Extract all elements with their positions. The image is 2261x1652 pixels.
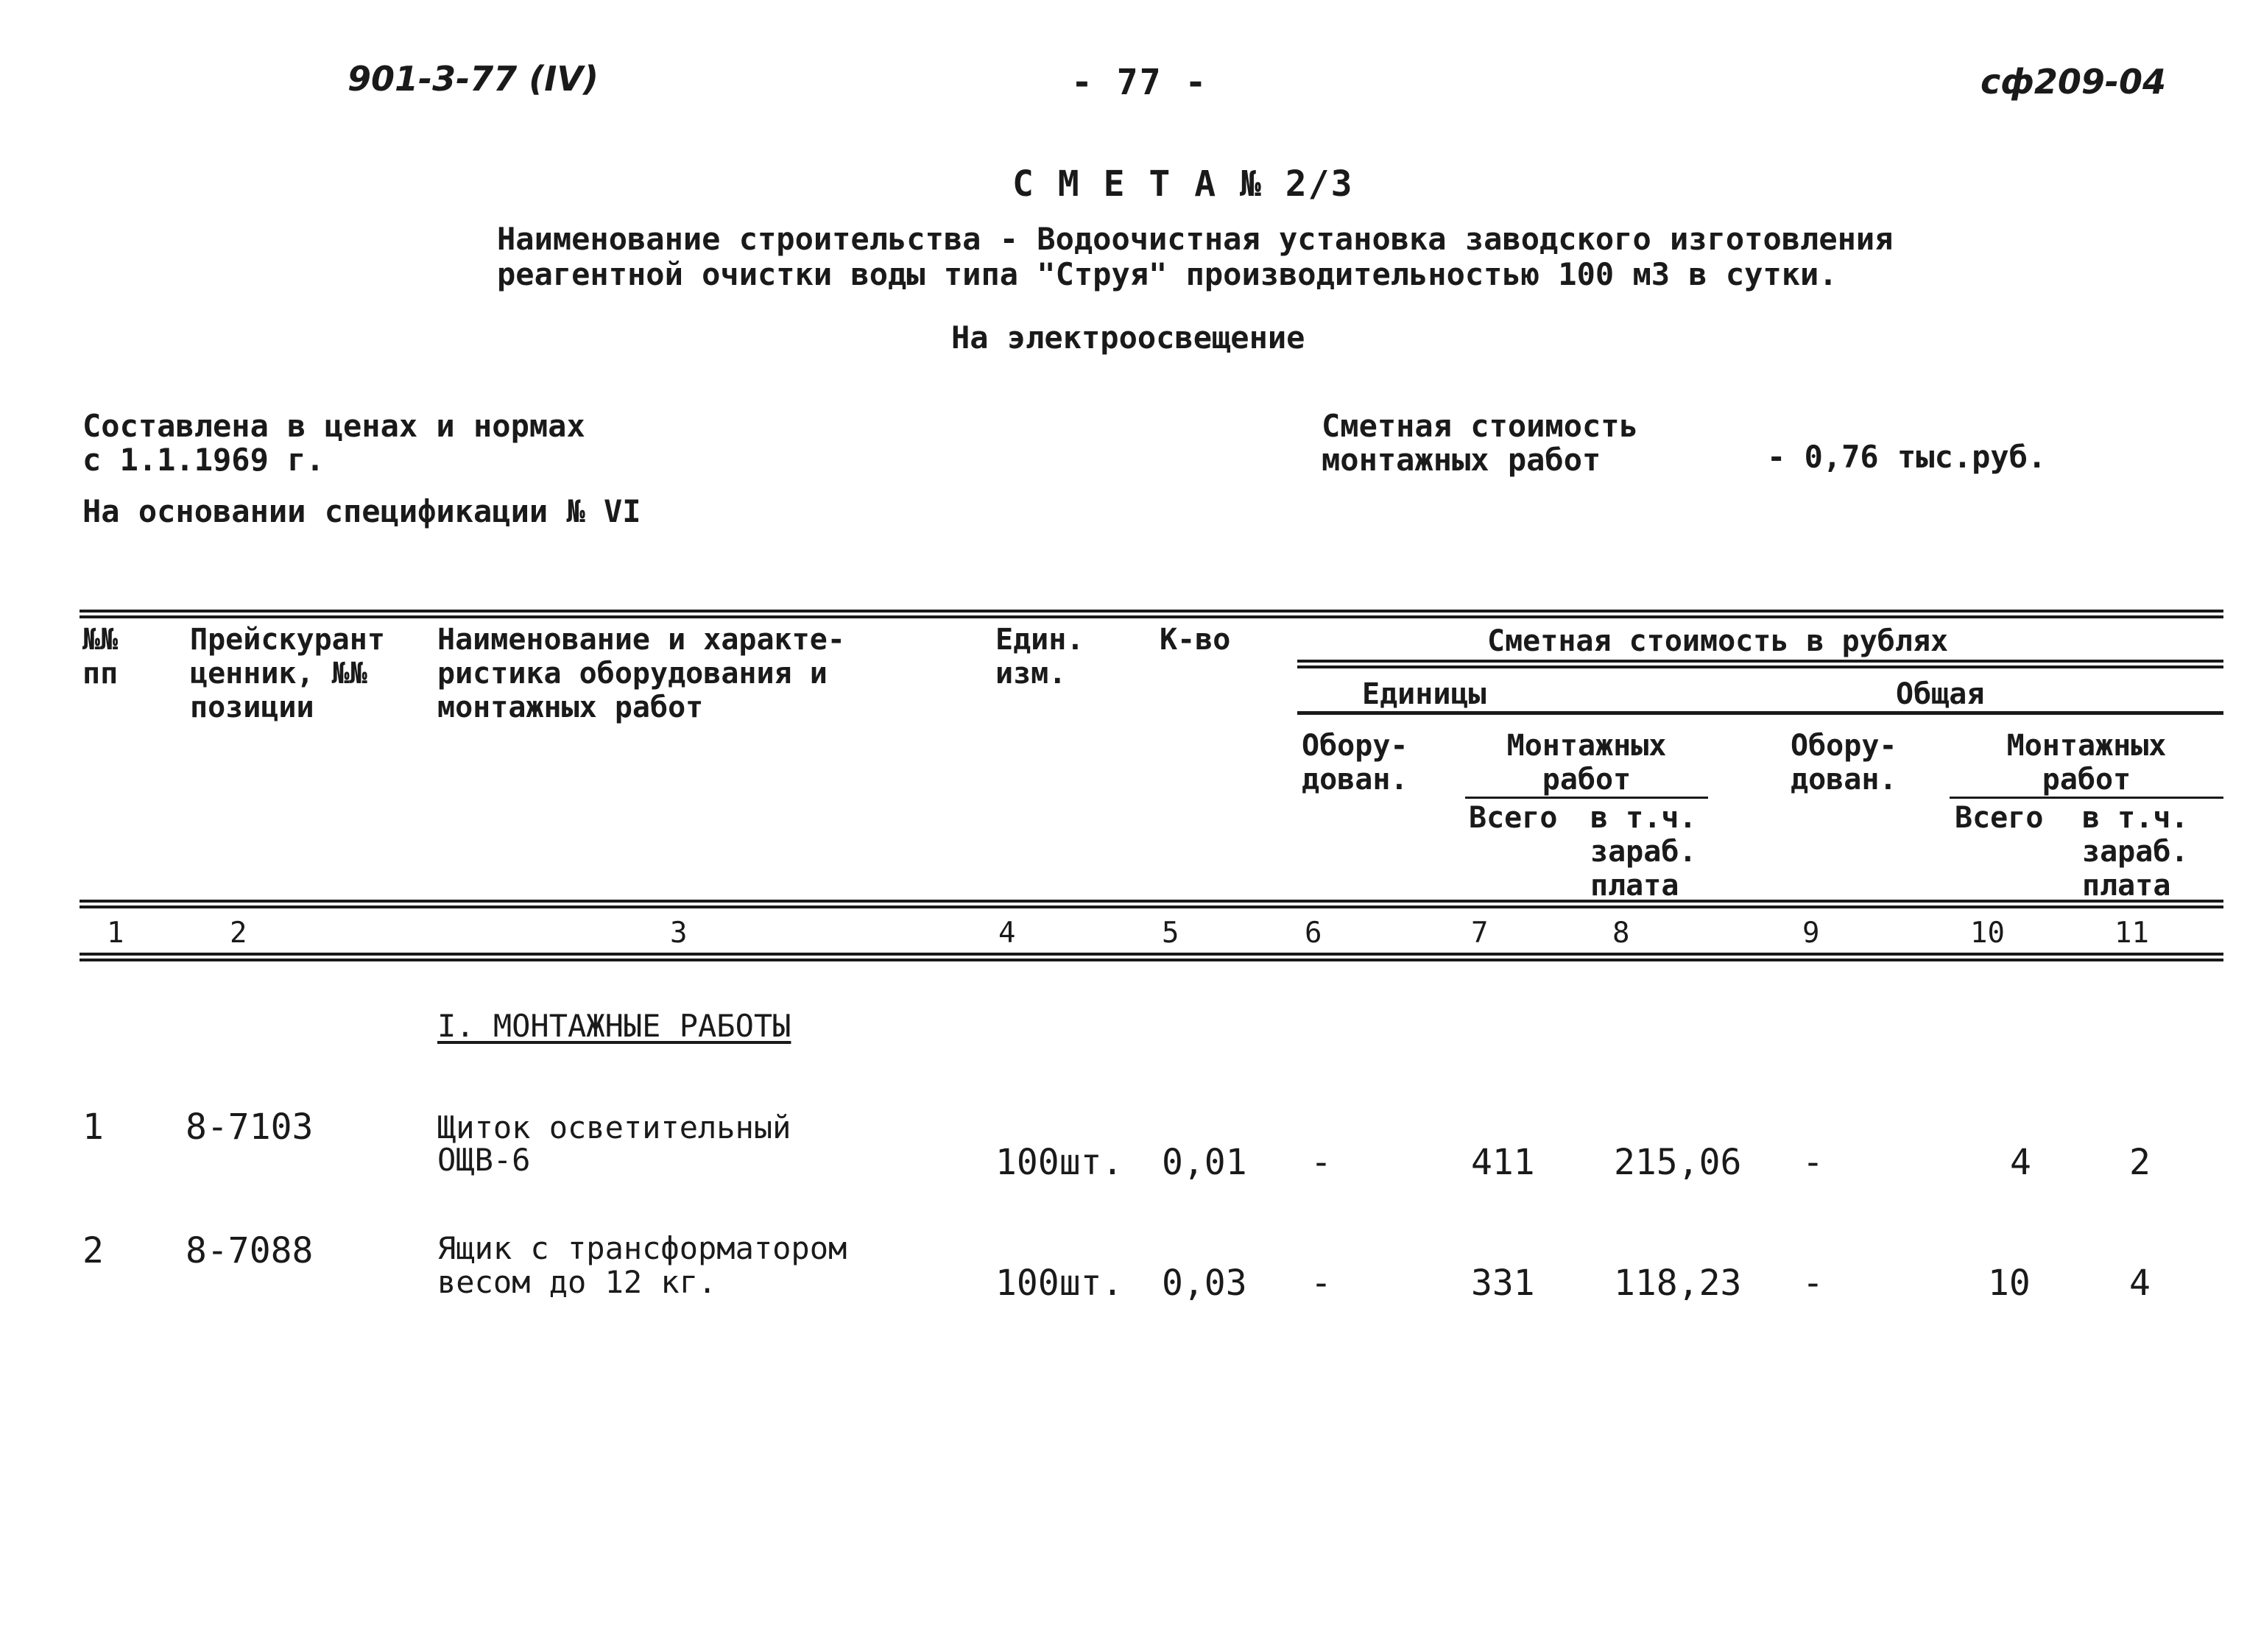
header-name: Наименование и характе- ристика оборудования и монтажных работ [437,623,845,724]
table-top-rule [80,610,2223,618]
mounting-unit-wage: 118,23 [1614,1263,1742,1304]
unit: 100шт. [995,1142,1124,1183]
document-code: 901-3-77 (IV) [348,59,599,99]
header-row-number: №№ пп [82,623,119,691]
quantity: 0,03 [1162,1263,1247,1304]
group-header-rule [1297,660,2223,668]
estimate-subject: На электроосвещение [951,320,1305,356]
header-bottom-rule [80,900,2223,908]
column-number-6: 6 [1305,917,1322,950]
header-mounting-wage-total: в т.ч. зараб. плата [2082,801,2189,903]
header-estimated-cost: Сметная стоимость в рублях [1487,624,1949,658]
subgroup-header-rule [1297,711,2223,715]
mounting-total-cost: 4 [2010,1142,2031,1183]
column-number-3: 3 [670,917,688,950]
mounting-total-cost: 10 [1988,1263,2031,1304]
unit-mount-rule [1465,797,1708,799]
column-number-9: 9 [1802,917,1820,950]
column-number-10: 10 [1970,917,2005,950]
quantity: 0,01 [1162,1142,1247,1183]
price-list-code: 8-7088 [186,1230,314,1271]
column-number-1: 1 [107,917,124,950]
item-name-line2: ОЩВ-6 [437,1142,531,1178]
item-name-line2: весом до 12 кг. [437,1264,717,1300]
estimated-cost-value: - 0,76 тыс.руб. [1767,439,2047,475]
section-title: I. МОНТАЖНЫЕ РАБОТЫ [437,1008,791,1044]
estimated-cost-label-line2: монтажных работ [1322,442,1601,478]
specification-basis: На основании спецификации № VI [82,493,641,529]
prices-basis-line2: с 1.1.1969 г. [82,442,325,478]
column-number-5: 5 [1162,917,1179,950]
column-number-11: 11 [2114,917,2149,950]
column-number-4: 4 [998,917,1016,950]
column-number-2: 2 [230,917,247,950]
header-equipment-total: Обору- дован. [1791,729,1897,797]
unit: 100шт. [995,1263,1124,1304]
item-name-line1: Щиток осветительный [437,1109,791,1146]
mounting-unit-cost: 411 [1471,1142,1535,1183]
header-unit: Един. изм. [995,623,1084,691]
header-price-list: Прейскурант ценник, №№ позиции [190,623,385,724]
prices-basis-line1: Составлена в ценах и нормах [82,408,585,444]
header-equipment-unit: Обору- дован. [1302,729,1408,797]
page-number: - 77 - [1071,62,1208,103]
header-mounting-all-total: Всего [1955,801,2044,835]
header-mounting-all-unit: Всего [1469,801,1558,835]
mounting-total-wage: 2 [2129,1142,2151,1183]
header-mounting-total: Монтажных работ [2006,729,2167,797]
total-mount-rule [1950,797,2223,799]
mounting-unit-wage: 215,06 [1614,1142,1742,1183]
archive-code: сф209-04 [1980,62,2167,102]
price-list-code: 8-7103 [186,1106,314,1148]
column-numbers-rule [80,953,2223,961]
mounting-total-wage: 4 [2129,1263,2151,1304]
mounting-unit-cost: 331 [1471,1263,1535,1304]
header-mounting-unit: Монтажных работ [1506,729,1667,797]
equipment-total-cost: - [1802,1263,1824,1304]
equipment-total-cost: - [1802,1142,1824,1183]
estimate-title: С М Е Т А № 2/3 [1012,163,1354,205]
estimated-cost-label-line1: Сметная стоимость [1322,408,1638,444]
construction-name-line2: реагентной очистки воды типа "Струя" производительностью 100 м3 в сутки. [497,256,1838,292]
header-mounting-wage-unit: в т.ч. зараб. плата [1590,801,1697,903]
equipment-unit-cost: - [1311,1142,1332,1183]
column-number-7: 7 [1471,917,1489,950]
column-number-8: 8 [1612,917,1630,950]
construction-name-line1: Наименование строительства - Водоочистная установка заводского изготовления [497,221,1894,257]
header-per-unit: Единицы [1362,677,1486,711]
item-name-line1: Ящик с трансформатором [437,1230,847,1266]
header-quantity: К-во [1160,623,1231,657]
equipment-unit-cost: - [1311,1263,1332,1304]
header-total: Общая [1896,677,1985,711]
row-number: 1 [82,1106,104,1148]
row-number: 2 [82,1230,104,1271]
